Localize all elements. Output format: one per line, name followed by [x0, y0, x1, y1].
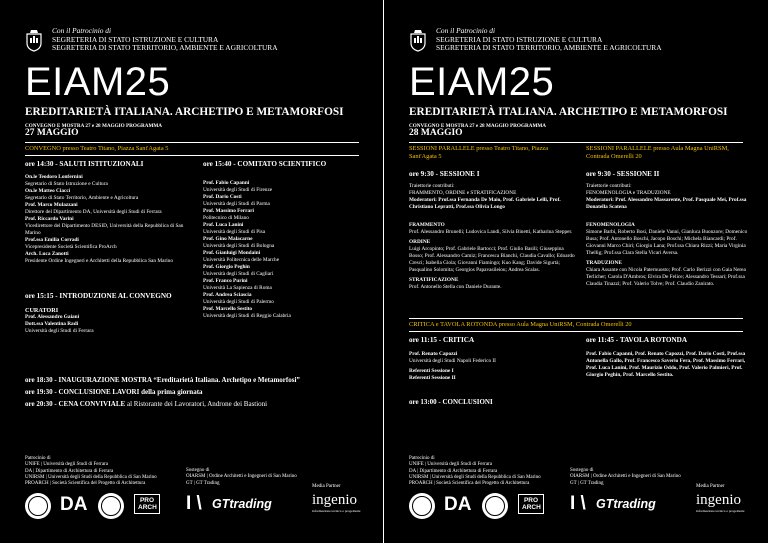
member-affiliation: Politecnico di Milano — [203, 215, 249, 221]
event-title: EIAM25 — [25, 60, 171, 104]
footer-support-line: OIARSM | Ordine Architetti e Ingegneri di San Marino — [570, 474, 681, 480]
round-venue-label: CRITICA e TAVOLA ROTONDA presso Aula Magna UniRSM, Contrada Omerelli 20 — [409, 321, 632, 328]
session-moderators: Moderatori: Prof. Alessandro Massarente, Prof. Pasquale Mei, Prof.ssa Donatella Scatena — [586, 197, 747, 210]
session-1-heading: ore 9:30 - SESSIONE I — [409, 170, 480, 178]
member-affiliation: Università Politecnica delle Marche — [203, 257, 280, 263]
member-name: Prof. Fabio Capanni — [203, 180, 250, 186]
footer-patronage-line: DA | Dipartimento di Architettura di Ferrara — [409, 468, 498, 474]
schedule-item-inauguration — [25, 376, 300, 384]
footer-patronage-head: Patrocinio di — [25, 456, 51, 461]
venue-label-right: SESSIONI PARALLELE presso Aula Magna UniRSM, Contrada Omerelli 20 — [586, 145, 729, 160]
critique-affiliation: Università degli Studi Napoli Federico II — [409, 358, 496, 364]
schedule-label: ore 20:30 - CENA CONVIVIALE — [25, 400, 126, 408]
schedule-label: ore 19:30 - CONCLUSIONE LAVORI della prima giornata — [25, 388, 203, 396]
poster-day-2 — [384, 0, 768, 543]
patronage-line-1: SEGRETERIA DI STATO ISTRUZIONE E CULTURA — [52, 34, 219, 44]
roundtable-list — [586, 351, 751, 379]
member-affiliation: Università La Sapienza di Roma — [203, 285, 272, 291]
schedule-location: al Ristorante dei Lavoratori, Androne dei Bastioni — [125, 400, 268, 408]
footer-patronage-head: Patrocinio di — [409, 456, 435, 461]
group-title: TRADUZIONE — [586, 260, 622, 266]
san-marino-crest-icon — [25, 30, 43, 52]
venue-label-left: SESSIONI PARALLELE presso Teatro Titano, Piazza Sant'Agata 5 — [409, 145, 549, 160]
footer-media-head: Media Partner — [312, 484, 341, 489]
speaker-affiliation: Presidente Ordine Ingegneri e Architetti della Repubblica San Marino — [25, 258, 173, 264]
ingenio-tagline: informazione tecnica e progettuale — [696, 509, 745, 513]
footer-patronage-line: UNIFE | Università degli Studi di Ferrara — [409, 462, 492, 468]
proarch-logo: PRO ARCH — [518, 494, 544, 514]
patronage-lead: Con il Patrocinio di — [52, 26, 112, 35]
member-name: Prof. Gino Malacarne — [203, 236, 253, 242]
divider-line — [409, 318, 743, 319]
group-title: ORDINE — [409, 239, 431, 245]
roundtable-heading: ore 11:45 - TAVOLA ROTONDA — [586, 336, 688, 344]
curator-name: Dott.ssa Valentina Radi — [25, 321, 79, 327]
session-intro: Traiettorie contributi: — [409, 183, 455, 189]
member-name: Prof. Franco Purini — [203, 278, 248, 284]
divider-line — [25, 142, 359, 143]
speaker-name: On.le Matteo Ciacci — [25, 188, 71, 194]
ingenio-tagline: informazione tecnica e progettuale — [312, 509, 361, 513]
unirsm-logo — [482, 493, 508, 519]
speaker-name: Prof. Marco Mulazzani — [25, 202, 78, 208]
critique-name: Referenti Sessione II — [409, 375, 456, 381]
unirsm-logo — [98, 493, 124, 519]
critique-name: Prof. Renato Capozzi — [409, 351, 458, 357]
event-subtitle: EREDITARIETÀ ITALIANA. ARCHETIPO E METAMORFOSI — [409, 106, 728, 118]
proarch-logo: PRO ARCH — [134, 494, 160, 514]
member-affiliation: Università degli Studi di Cagliari — [203, 271, 274, 277]
speaker-affiliation: Direttore del Dipartimento DA, Università degli Studi di Ferrara — [25, 209, 162, 215]
intro-heading: ore 15:15 - INTRODUZIONE AL CONVEGNO — [25, 292, 172, 300]
day-date: 27 MAGGIO — [25, 128, 79, 138]
divider-line — [409, 142, 743, 143]
footer-patronage-line: UNIFE | Università degli Studi di Ferrara — [25, 462, 108, 468]
member-name: Prof. Gianluigi Mondaini — [203, 250, 261, 256]
gt-trading-logo: GTtrading — [212, 497, 272, 511]
patronage-line-2: SEGRETERIA DI STATO TERRITORIO, AMBIENTE E AGRICOLTURA — [52, 43, 278, 52]
committee-heading: ore 15:40 - COMITATO SCIENTIFICO — [203, 160, 327, 168]
member-affiliation: Università degli Studi di Parma — [203, 201, 270, 207]
member-name: Prof. Giorgio Peghin — [203, 264, 250, 270]
patronage-line-1: SEGRETERIA DI STATO ISTRUZIONE E CULTURA — [436, 34, 603, 44]
group-text: Prof. Alessandro Brunelli; Ludovica Landi, Silvia Binetti, Katharina Stepper. — [409, 229, 573, 235]
group-title: FRAMMENTO — [409, 222, 445, 228]
curators-heading: CURATORI — [25, 307, 59, 314]
group-text: Simone Barbi, Roberto Bosi, Daniele Vanni, Gianluca Buonzore; Domenico Busa; Prof. Antonello Boschi, Jacopo Boschi; Michela Biancardi; Prof. Giovanni Marco Chiri; Giorgio Lana; Prof.ssa Chiara Rizzi; Maria Virginia Thellig; Prof.ssa Clara Stella Vicari Aversa. — [586, 229, 748, 256]
ingenio-logo — [696, 492, 745, 513]
unife-logo — [25, 493, 51, 519]
session-topics: FENOMENOLOGIA e TRADUZIONE — [586, 190, 671, 196]
da-logo: DA — [60, 494, 88, 515]
footer-support-head: Sostegno di — [570, 468, 594, 473]
session-2-groups — [586, 222, 751, 288]
day-date: 28 MAGGIO — [409, 128, 463, 138]
schedule-label: ore 18:30 - INAUGURAZIONE MOSTRA “Ereditarietà Italiana. Archetipo e Metamorfosi” — [25, 376, 300, 384]
footer-patronage-line: UNIRSM | Università degli Studi della Repubblica di San Marino — [25, 474, 157, 480]
session-2-body — [586, 183, 751, 211]
footer-support-head: Sostegno di — [186, 468, 210, 473]
event-tagline: CONVEGNO E MOSTRA 27 e 28 MAGGIO PROGRAMMA — [409, 123, 547, 129]
roundtable-participants: Prof. Fabio Capanni, Prof. Renato Capozzi, Prof. Dario Costi, Prof.ssa Antonella Gallo, Prof. Francesco Saverio Fera, Prof. Massimo Ferrari, Prof. Luca Lanini, Prof. Maurizio Oddo, Prof. Valerio Palmieri, Prof. Giorgio Peghin, Prof. Marcello Sestito. — [586, 351, 746, 378]
footer-patronage-line: PROARCH | Società Scientifica del Progetto di Architettura — [409, 481, 530, 487]
divider-line — [409, 331, 743, 332]
footer-support-line: GT | GT Trading — [186, 480, 220, 486]
gt-trading-logo: GTtrading — [596, 497, 656, 511]
member-affiliation: Università degli Studi di Palermo — [203, 299, 274, 305]
footer-patronage-line: UNIRSM | Università degli Studi della Repubblica di San Marino — [409, 474, 541, 480]
session-moderators: Moderatori: Prof.ssa Fernanda De Maio, Prof. Gabriele Lelli, Prof. Christiano Lepratti, Prof.ssa Olivia Longo — [409, 197, 561, 210]
ingenio-wordmark: ingenio — [312, 492, 357, 508]
member-name: Prof. Luca Lanini — [203, 222, 244, 228]
divider-line — [25, 155, 359, 156]
venue-label: CONVEGNO presso Teatro Titano, Piazza Sant'Agata 5 — [25, 145, 169, 152]
footer-patronage-line: PROARCH | Società Scientifica del Progetto di Architettura — [25, 481, 146, 487]
group-text: Chiara Assante con Nicola Paternuosto; Prof. Carlo Berizzi con Gaia Nerea Terlicher; Carola D'Ambros; Elvira De Felice; Alessandro Tessari; Prof.ssa Claudia Tinazzi; Prof. Valerio Tolve; Prof. Claudio Zanirato. — [586, 267, 746, 287]
schedule-label: ore 13:00 - CONCLUSIONI — [409, 398, 493, 406]
schedule-item-dinner — [25, 400, 267, 408]
patronage-block — [436, 27, 662, 53]
patronage-line-2: SEGRETERIA DI STATO TERRITORIO, AMBIENTE E AGRICOLTURA — [436, 43, 662, 52]
san-marino-crest-icon — [409, 30, 427, 52]
session-2-heading: ore 9:30 - SESSIONE II — [586, 170, 660, 178]
speaker-affiliation: Vicepresidente Società Scientifica ProArch — [25, 244, 117, 250]
group-title: FENOMENOLOGIA — [586, 222, 635, 228]
session-1-body — [409, 183, 579, 211]
speaker-name: On.le Teodoro Lonfernini — [25, 174, 83, 180]
patronage-lead: Con il Patrocinio di — [436, 26, 496, 35]
speaker-affiliation: Segretario di Stato Territorio, Ambiente e Agricoltura — [25, 195, 139, 201]
event-subtitle: EREDITARIETÀ ITALIANA. ARCHETIPO E METAMORFOSI — [25, 106, 344, 118]
footer-support-line: GT | GT Trading — [570, 480, 604, 486]
footer-patronage-line: DA | Dipartimento di Architettura di Ferrara — [25, 468, 114, 474]
unife-logo — [409, 493, 435, 519]
member-affiliation: Università degli Studi di Pisa — [203, 229, 266, 235]
committee-list — [203, 180, 363, 320]
footer-media-head: Media Partner — [696, 484, 725, 489]
ingenio-logo — [312, 492, 361, 513]
critique-list — [409, 351, 579, 382]
member-name: Prof. Massimo Ferrari — [203, 208, 254, 214]
ingenio-wordmark: ingenio — [696, 492, 741, 508]
member-affiliation: Università degli Studi di Reggio Calabria — [203, 313, 291, 319]
oiarsm-logo: I \ — [186, 493, 202, 514]
session-topics: FRAMMENTO, ORDINE e STRATIFICAZIONE — [409, 190, 517, 196]
speaker-name: Prof.ssa Emilia Corradi — [25, 237, 79, 243]
critique-heading: ore 11:15 - CRITICA — [409, 336, 475, 344]
da-logo: DA — [444, 494, 472, 515]
speaker-affiliation: Segretario di Stato Istruzione e Cultura — [25, 181, 108, 187]
group-text: Prof. Antonello Stella con Daniele Durante. — [409, 284, 502, 290]
welcome-heading: ore 14:30 - SALUTI ISTITUZIONALI — [25, 160, 144, 168]
session-1-groups — [409, 222, 579, 291]
event-title: EIAM25 — [409, 60, 555, 104]
curator-name: Prof. Alessandro Gaiani — [25, 314, 80, 320]
patronage-block — [52, 27, 278, 53]
speaker-affiliation: Vicedirettore del Dipartimento DESID, Università della Repubblica di San Marino — [25, 223, 184, 236]
member-name: Prof. Dario Costi — [203, 194, 242, 200]
event-tagline: CONVEGNO E MOSTRA 27 e 28 MAGGIO PROGRAMMA — [25, 123, 163, 129]
member-affiliation: Università degli Studi di Firenze — [203, 187, 273, 193]
member-name: Prof. Andrea Sciascia — [203, 292, 252, 298]
speaker-name: Prof. Riccardo Varini — [25, 216, 74, 222]
group-title: STRATIFICAZIONE — [409, 277, 459, 283]
speaker-name: Arch. Luca Zanotti — [25, 251, 69, 257]
welcome-list — [25, 174, 195, 265]
group-text: Luigi Arcopinto; Prof. Gabriele Bartocci; Prof. Giulio Basili; Giuseppina Bosso; Prof. Alessandro Camiz; Francesca Bianchi, Claudia Cavallo; Edoardo Cresci; Isabella Giola; Giovanni Fiamingo; Kuo Kang; Davide Sigurtà; Pasqualino Solomita; Georgios Papavasileiou; Andrea Scalas. — [409, 246, 575, 273]
schedule-item-conclusion — [25, 388, 203, 396]
oiarsm-logo: I \ — [570, 493, 586, 514]
session-intro: Traiettorie contributi: — [586, 183, 632, 189]
schedule-item-closing — [409, 398, 493, 406]
curators-list — [25, 314, 195, 335]
member-name: Prof. Marcello Sestito — [203, 306, 253, 312]
critique-name: Referenti Sessione I — [409, 368, 454, 374]
curator-affiliation: Università degli Studi di Ferrara — [25, 328, 94, 334]
member-affiliation: Università degli Studi di Bologna — [203, 243, 275, 249]
footer-support-line: OIARSM | Ordine Architetti e Ingegneri di San Marino — [186, 474, 297, 480]
